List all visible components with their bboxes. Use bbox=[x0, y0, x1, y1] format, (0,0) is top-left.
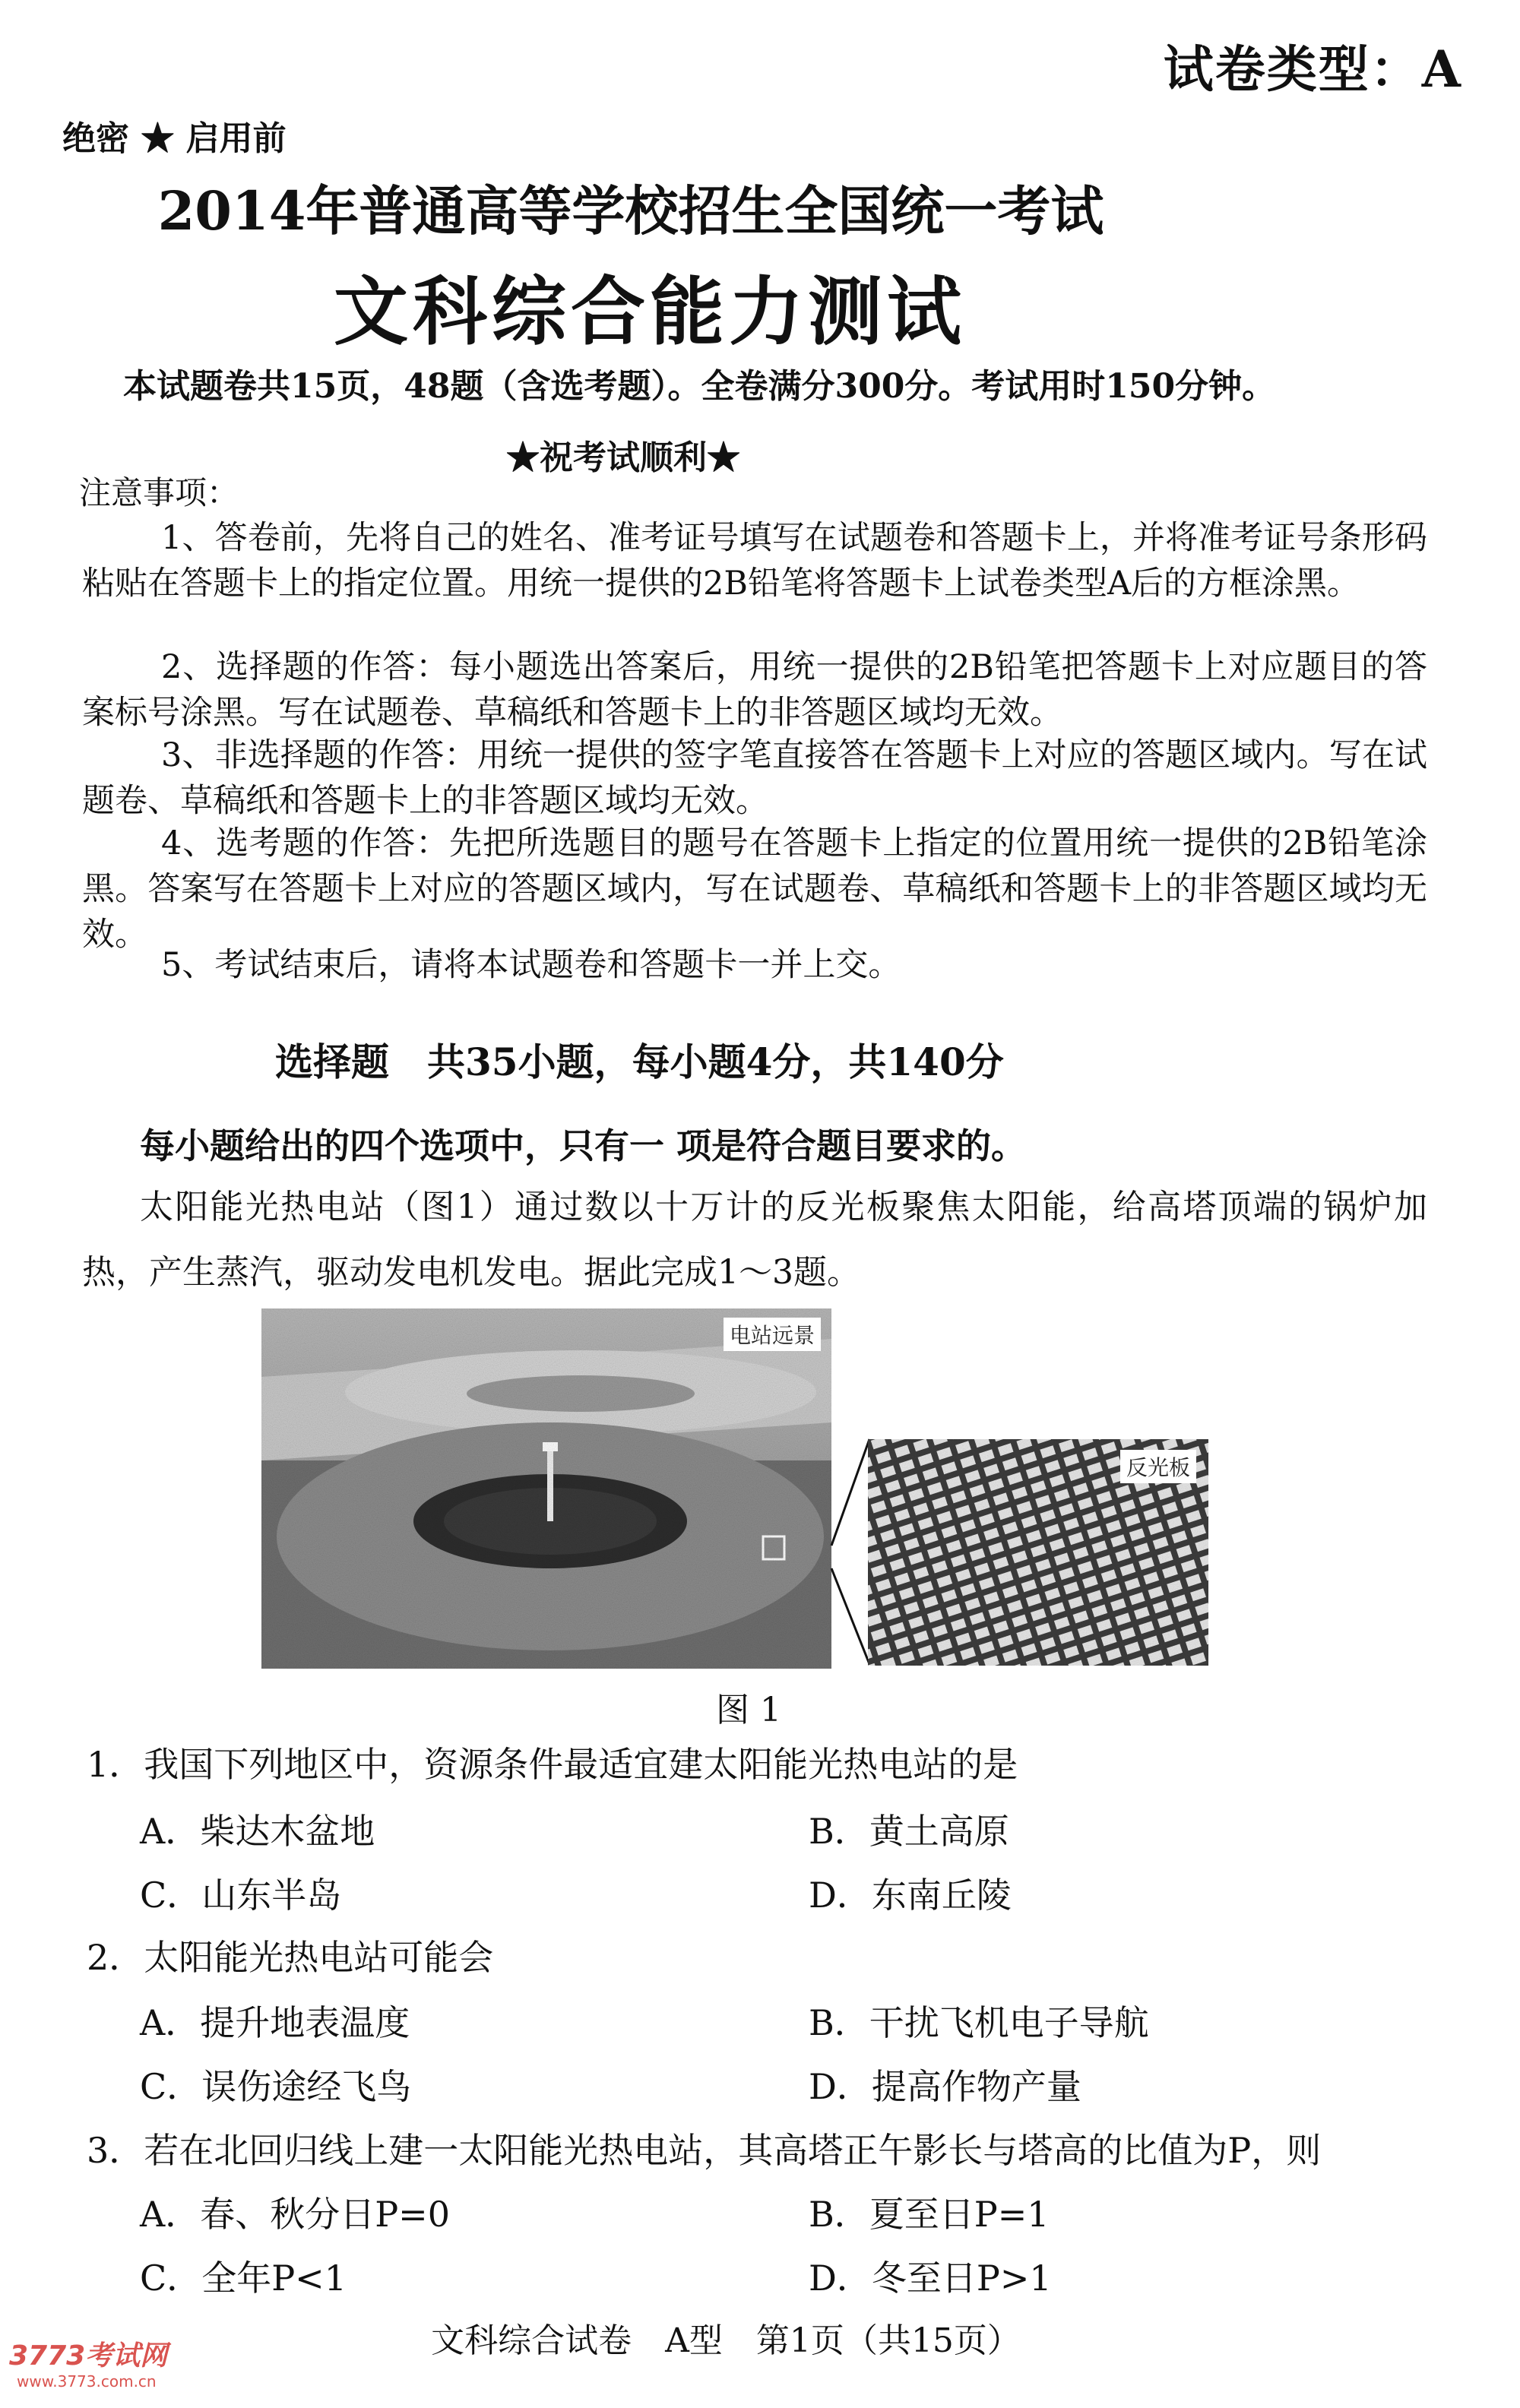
option-c: C．误伤途经飞鸟 bbox=[140, 2066, 412, 2107]
watermark-logo: 3773考试网 bbox=[9, 2340, 168, 2372]
section-heading: 选择题 共35小题，每小题4分，共140分 bbox=[275, 1039, 1004, 1084]
paper-type: 试卷类型：A bbox=[1163, 40, 1462, 99]
option-a: A．春、秋分日P=0 bbox=[140, 2194, 450, 2235]
zoom-connector-lines bbox=[828, 1436, 874, 1679]
exam-title: 2014年普通高等学校招生全国统一考试 bbox=[157, 179, 1104, 242]
secret-mark: 绝密 ★ 启用前 bbox=[62, 119, 287, 158]
option-a: A．提升地表温度 bbox=[140, 2002, 410, 2043]
reflector-panels-photo bbox=[868, 1439, 1208, 1666]
blessing: ★祝考试顺利★ bbox=[506, 438, 740, 477]
option-b: B．黄土高原 bbox=[809, 1811, 1009, 1852]
photo-detail-label: 反光板 bbox=[1120, 1450, 1196, 1483]
paper-info: 本试题卷共15页，48题（含选考题）。全卷满分300分。考试用时150分钟。 bbox=[123, 367, 1276, 406]
figure-caption: 图 1 bbox=[716, 1691, 781, 1729]
question-stem: 3．若在北回归线上建一太阳能光热电站，其高塔正午影长与塔高的比值为P，则 bbox=[87, 2130, 1322, 2171]
notice-item: 5、考试结束后，请将本试题卷和答题卡一并上交。 bbox=[161, 946, 901, 984]
question-intro: 太阳能光热电站（图1）通过数以十万计的反光板聚焦太阳能，给高塔顶端的锅炉加热，产生蒸汽，驱动发电机发电。据此完成1～3题。 bbox=[82, 1188, 1427, 1292]
option-c: C．山东半岛 bbox=[140, 1875, 342, 1916]
option-d: D．东南丘陵 bbox=[809, 1875, 1012, 1916]
option-d: D．提高作物产量 bbox=[809, 2066, 1081, 2107]
notice-item: 4、选考题的作答：先把所选题目的题号在答题卡上指定的位置用统一提供的2B铅笔涂黑。答案写在答题卡上对应的答题区域内，写在试题卷、草稿纸和答题卡上的非答题区域均无效。 bbox=[82, 824, 1427, 954]
option-a: A．柴达木盆地 bbox=[140, 1811, 375, 1852]
option-b: B．夏至日P=1 bbox=[809, 2194, 1050, 2235]
page-footer: 文科综合试卷 A型 第1页（共15页） bbox=[431, 2321, 1021, 2360]
notice-title: 注意事项： bbox=[79, 474, 239, 511]
photo-main-label: 电站远景 bbox=[724, 1318, 821, 1351]
power-station-illustration bbox=[261, 1308, 831, 1669]
subject-title: 文科综合能力测试 bbox=[333, 268, 966, 356]
notice-item: 2、选择题的作答：每小题选出答案后，用统一提供的2B铅笔把答题卡上对应题目的答案标号涂黑。写在试题卷、草稿纸和答题卡上的非答题区域均无效。 bbox=[82, 648, 1427, 732]
notice-item: 1、答卷前，先将自己的姓名、准考证号填写在试题卷和答题卡上，并将准考证号条形码粘贴在答题卡上的指定位置。用统一提供的2B铅笔将答题卡上试卷类型A后的方框涂黑。 bbox=[82, 519, 1427, 603]
option-c: C．全年P<1 bbox=[140, 2258, 347, 2299]
question-stem: 1．我国下列地区中，资源条件最适宜建太阳能光热电站的是 bbox=[87, 1744, 1018, 1785]
notice-item: 3、非选择题的作答：用统一提供的签字笔直接答在答题卡上对应的答题区域内。写在试题卷、草稿纸和答题卡上的非答题区域均无效。 bbox=[82, 736, 1427, 820]
section-instruction: 每小题给出的四个选项中，只有一 项是符合题目要求的。 bbox=[140, 1125, 1027, 1166]
power-station-photo bbox=[261, 1308, 831, 1669]
option-b: B．干扰飞机电子导航 bbox=[809, 2002, 1149, 2043]
question-stem: 2．太阳能光热电站可能会 bbox=[87, 1937, 494, 1978]
option-d: D．冬至日P>1 bbox=[809, 2258, 1052, 2299]
watermark-url: www.3773.com.cn bbox=[17, 2372, 157, 2391]
